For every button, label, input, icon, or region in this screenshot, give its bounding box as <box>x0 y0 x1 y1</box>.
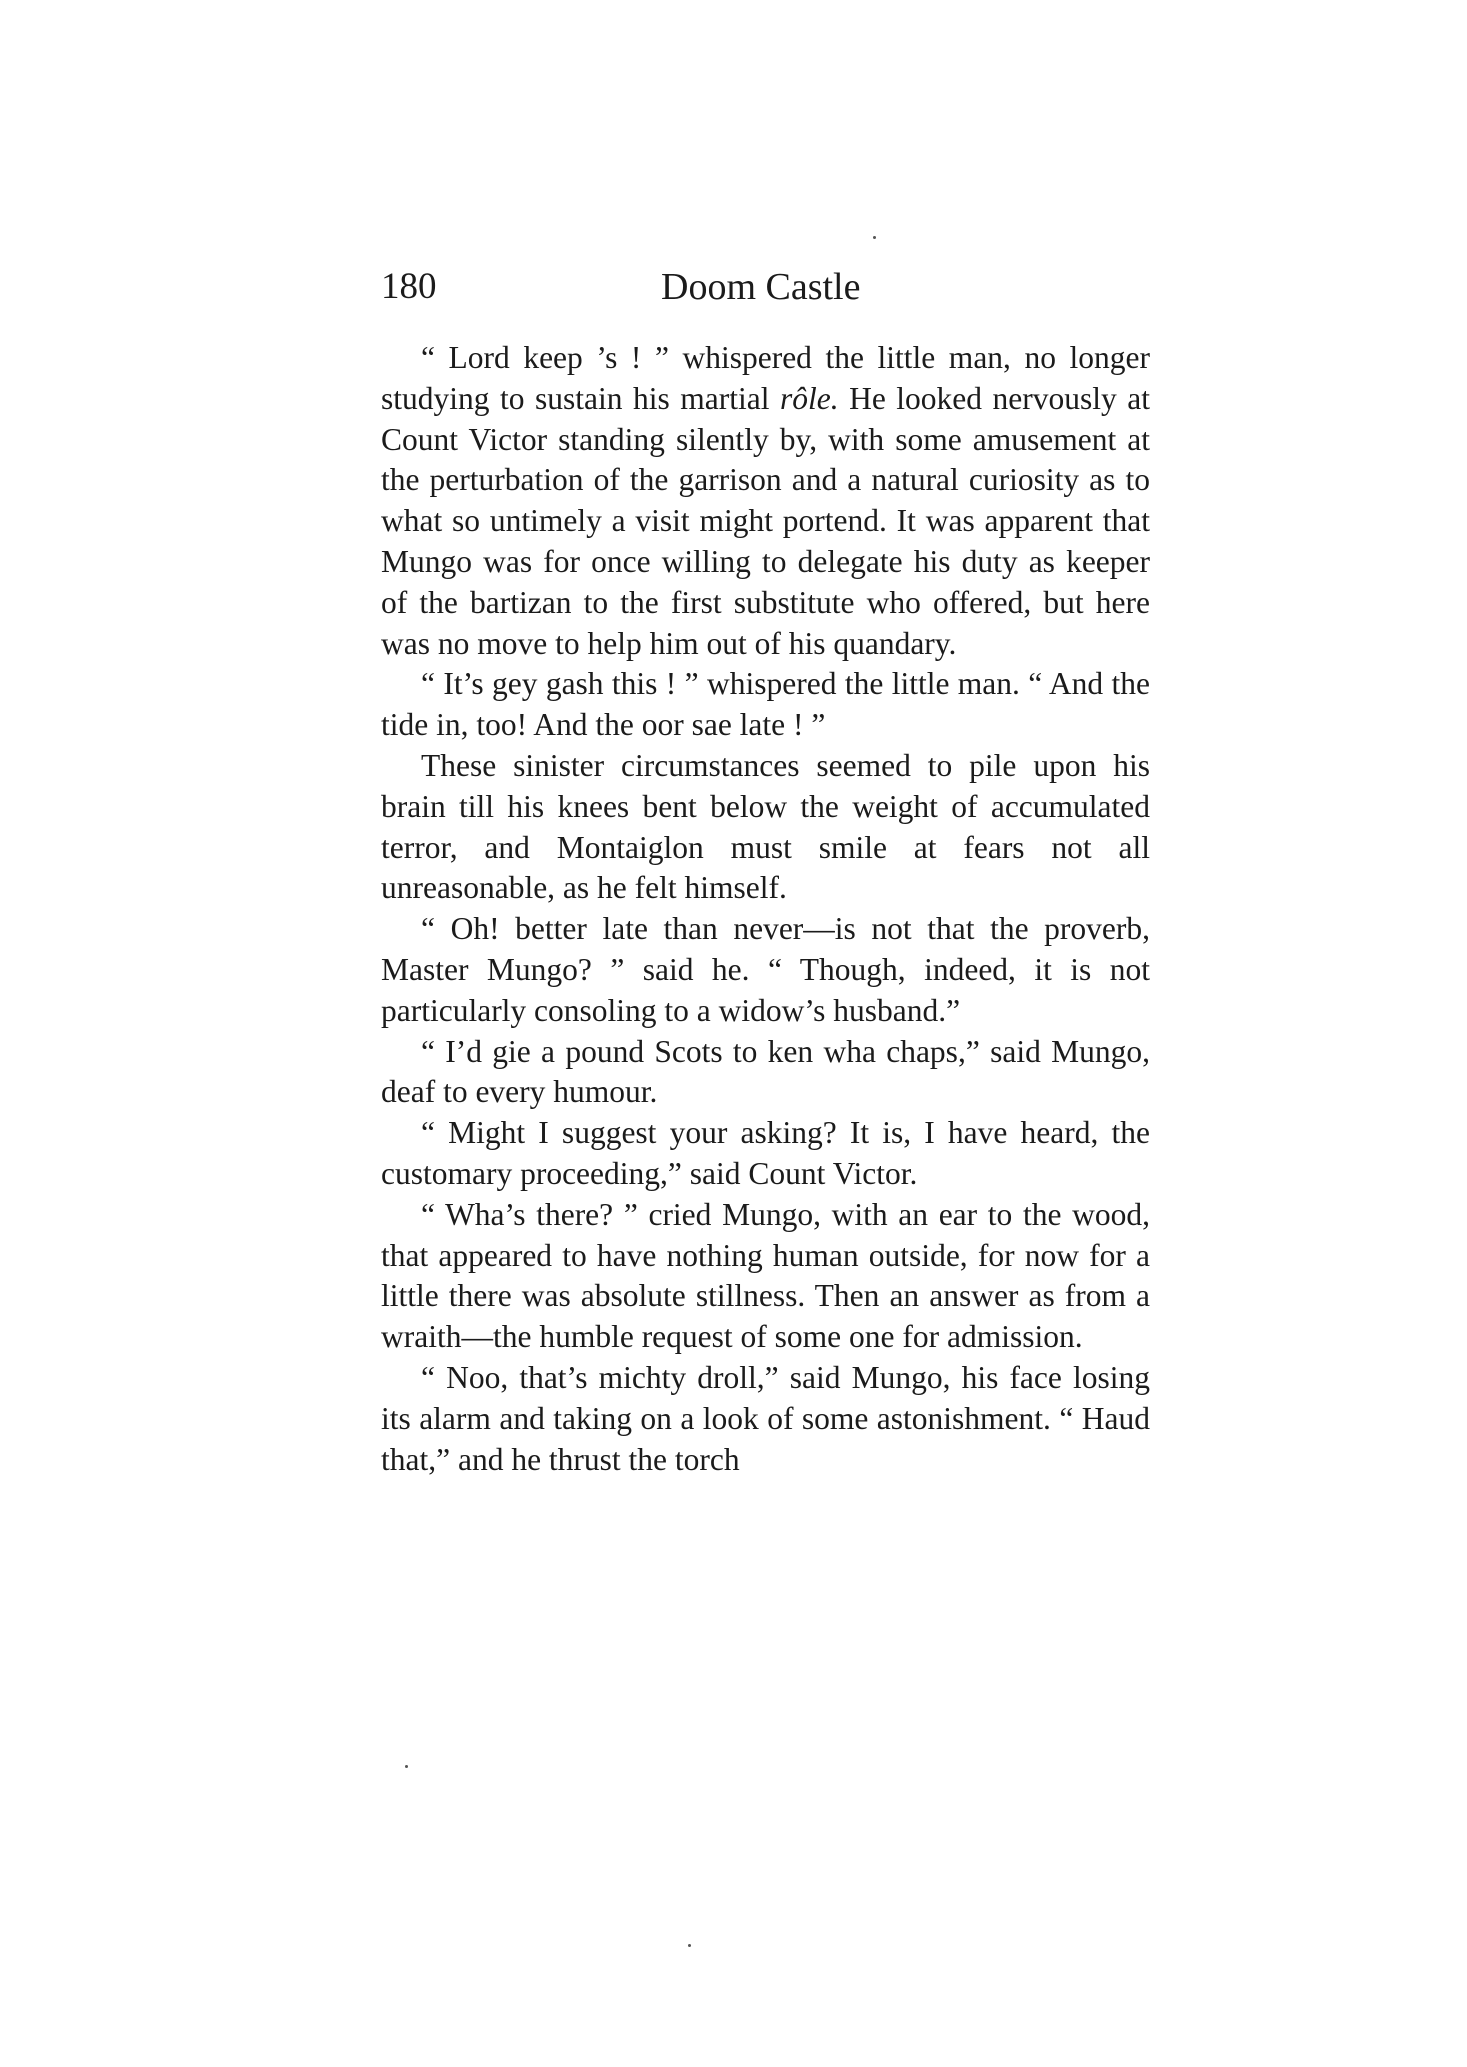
paragraph: These sinister circumstances seemed to pile upon his brain till his knees bent below the weight of accumulated terror, and Montaiglon must smile at fears not all unreasonable, as he felt himself. <box>381 747 1150 906</box>
paragraph: “ Noo, that’s michty droll,” said Mungo, his face losing its alarm and taking on a look of some astonishment. “ Haud that,” and he thrust the torch <box>381 1359 1150 1477</box>
paragraph: “ Might I suggest your asking? It is, I have heard, the customary proceeding,” said Count Victor. <box>381 1115 1150 1191</box>
body-text <box>381 338 1150 1480</box>
print-speck <box>873 236 876 239</box>
running-title: Doom Castle <box>661 266 861 308</box>
paragraph: “ Oh! better late than never—is not that the proverb, Master Mungo? ” said he. “ Though, indeed, it is not particularly consoling to a widow’s husband.” <box>381 911 1150 1028</box>
italic-word: rôle. <box>779 380 839 416</box>
text-run: He looked nervously at Count Victor standing silently by, with some amusement at the perturbation of the garrison and a natural curiosity as to what so untimely a visit might portend. It was apparent that Mungo was for once willing to delegate his duty as keeper of the bartizan to the first substitute who offered, but here was no move to help him out of his quandary. <box>381 380 1150 661</box>
paragraph: “ It’s gey gash this ! ” whispered the little man. “ And the tide in, too! And the oor sae late ! ” <box>381 666 1150 743</box>
page-number: 180 <box>381 266 437 307</box>
paragraph: “ Wha’s there? ” cried Mungo, with an ear to the wood, that appeared to have nothing human outside, for now for a little there was absolute stillness. Then an answer as from a wraith—the humble request of some one for admission. <box>381 1196 1150 1355</box>
print-speck <box>688 1944 691 1947</box>
print-speck <box>405 1765 408 1768</box>
paragraph: “ I’d gie a pound Scots to ken wha chaps,” said Mungo, deaf to every humour. <box>381 1033 1150 1110</box>
page-header <box>381 262 1150 312</box>
text-run: “ Lord keep ’s ! ” whispered the little man, no longer studying to sustain his martial <box>381 340 1150 416</box>
paragraph <box>381 338 1150 664</box>
